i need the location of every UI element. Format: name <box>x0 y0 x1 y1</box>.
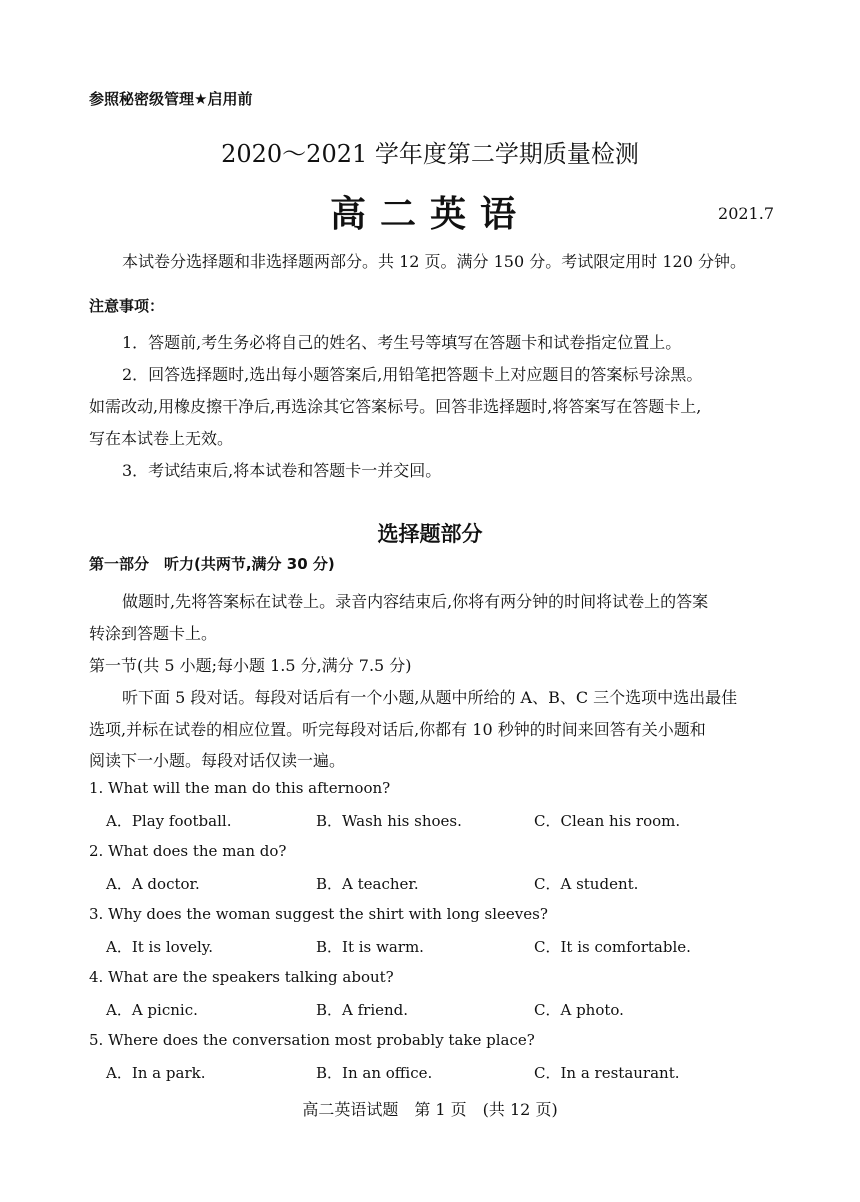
notice-item-3: 3．考试结束后,将本试卷和答题卡一并交回。 <box>122 461 442 480</box>
section1-line-2: 选项,并标在试卷的相应位置。听完每段对话后,你都有 10 秒钟的时间来回答有关小题和 <box>89 720 706 739</box>
section-title: 选择题部分 <box>377 522 483 546</box>
notice-item-2-line-3: 写在本试卷上无效。 <box>89 429 234 448</box>
question-5-option-b: B．In an office. <box>316 1064 433 1082</box>
part1-desc-line-1: 做题时,先将答案标在试卷上。录音内容结束后,你将有两分钟的时间将试卷上的答案 <box>122 592 709 611</box>
question-5-option-a: A．In a park. <box>106 1064 206 1082</box>
confidentiality-label: 参照秘密级管理★启用前 <box>89 90 253 108</box>
question-4-option-b: B．A friend. <box>316 1001 409 1019</box>
question-1-option-a: A．Play football. <box>106 812 232 830</box>
question-5: 5. Where does the conversation most probably take place? <box>89 1031 535 1049</box>
part1-desc-line-2: 转涂到答题卡上。 <box>89 624 218 643</box>
question-2-option-a: A．A doctor. <box>106 875 200 893</box>
question-2-option-b: B．A teacher. <box>316 875 419 893</box>
question-3-option-a: A．It is lovely. <box>106 938 214 956</box>
exam-title: 2020～2021 学年度第二学期质量检测 <box>221 140 639 168</box>
question-3-option-b: B．It is warm. <box>316 938 424 956</box>
question-4-option-c: C．A photo. <box>534 1001 624 1019</box>
notice-heading: 注意事项： <box>89 297 165 315</box>
notice-item-2-line-2: 如需改动,用橡皮擦干净后,再选涂其它答案标号。回答非选择题时,将答案写在答题卡上, <box>89 397 702 416</box>
question-5-option-c: C．In a restaurant. <box>534 1064 680 1082</box>
question-1-option-c: C．Clean his room. <box>534 812 681 830</box>
subject-title: 高二英语 <box>329 193 530 235</box>
question-4: 4. What are the speakers talking about? <box>89 968 394 986</box>
section1-heading: 第一节(共 5 小题;每小题 1.5 分,满分 7.5 分) <box>89 656 412 675</box>
question-1: 1. What will the man do this afternoon? <box>89 779 391 797</box>
notice-item-2-line-1: 2．回答选择题时,选出每小题答案后,用铅笔把答题卡上对应题目的答案标号涂黑。 <box>122 365 703 384</box>
section1-line-1: 听下面 5 段对话。每段对话后有一个小题,从题中所给的 A、B、C 三个选项中选出最佳 <box>122 688 738 707</box>
question-3: 3. Why does the woman suggest the shirt with long sleeves? <box>89 905 548 923</box>
question-2-option-c: C．A student. <box>534 875 639 893</box>
page-footer: 高二英语试题 第 1 页 (共 12 页) <box>302 1100 558 1119</box>
question-3-option-c: C．It is comfortable. <box>534 938 691 956</box>
question-4-option-a: A．A picnic. <box>106 1001 198 1019</box>
exam-date: 2021.7 <box>718 204 774 223</box>
notice-item-1: 1．答题前,考生务必将自己的姓名、考生号等填写在答题卡和试卷指定位置上。 <box>122 333 682 352</box>
intro-text: 本试卷分选择题和非选择题两部分。共 12 页。满分 150 分。考试限定用时 120 分钟。 <box>122 252 746 271</box>
question-2: 2. What does the man do? <box>89 842 287 860</box>
section1-line-3: 阅读下一小题。每段对话仅读一遍。 <box>89 751 346 770</box>
question-1-option-b: B．Wash his shoes. <box>316 812 462 830</box>
part1-heading: 第一部分 听力(共两节,满分 30 分) <box>89 555 335 573</box>
